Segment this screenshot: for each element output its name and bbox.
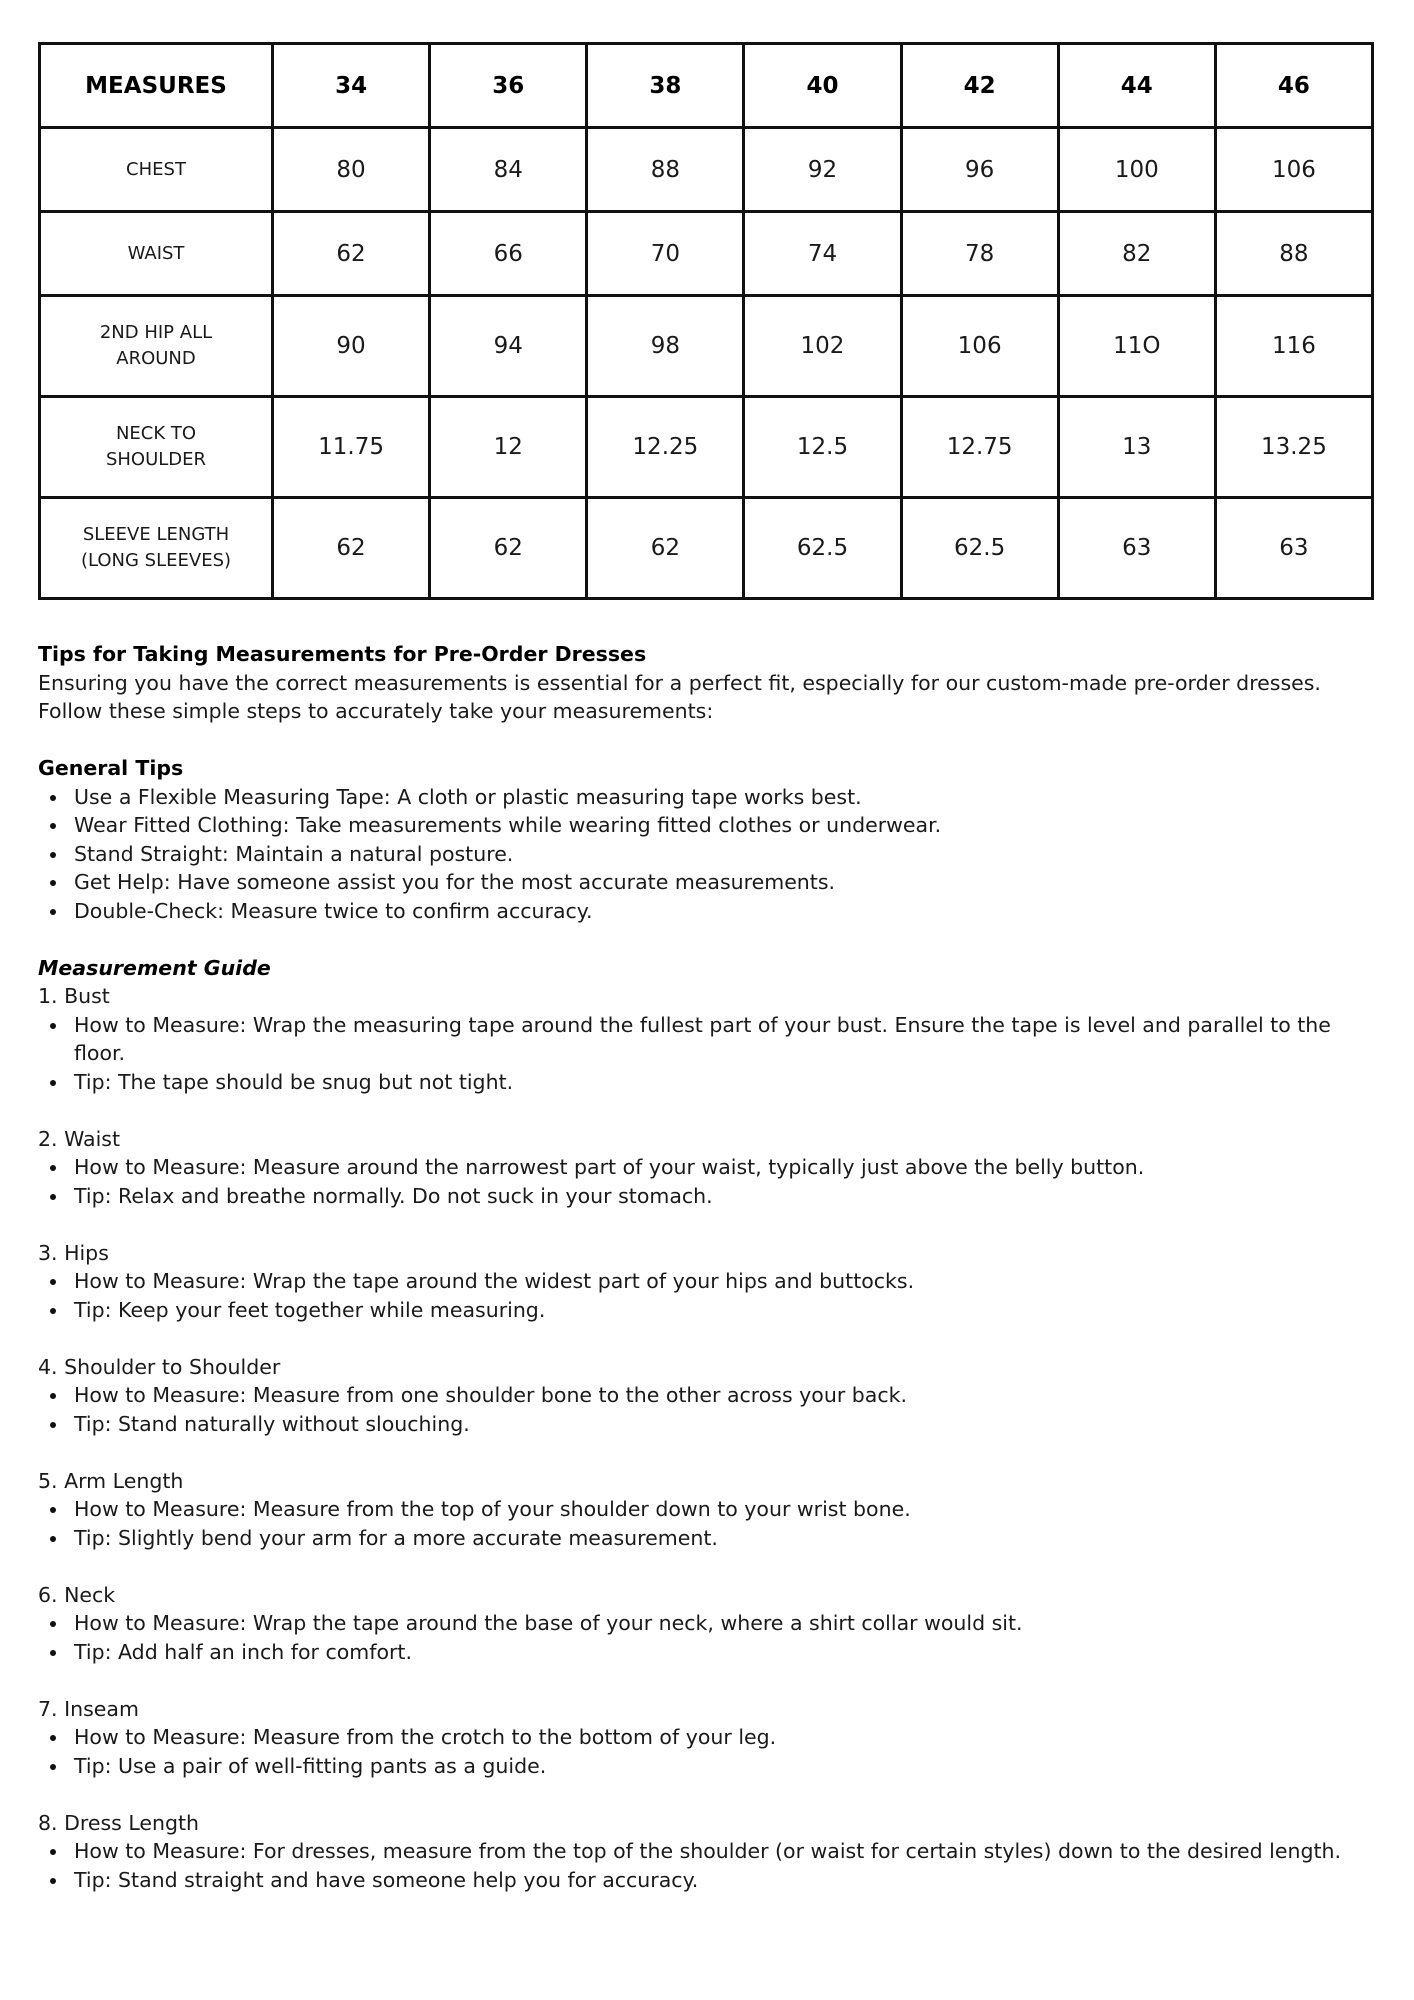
header-size: 36 [430,44,587,128]
list-item: Double-Check: Measure twice to confirm accuracy. [74,897,1378,926]
cell: 88 [587,128,744,212]
cell: 102 [744,296,901,397]
row-label-line: NECK TO [115,423,197,444]
cell: 80 [273,128,430,212]
bullet-icon [50,1878,56,1884]
bullet-icon [50,1764,56,1770]
list-item: How to Measure: Measure around the narrowest part of your waist, typically just above the belly button. [74,1153,1378,1182]
cell: 12 [430,397,587,498]
row-label: WAIST [40,212,273,296]
cell: 12.5 [744,397,901,498]
cell: 62 [587,498,744,599]
header-size: 38 [587,44,744,128]
cell: 98 [587,296,744,397]
bullet-icon [50,1023,56,1029]
bullet-icon [50,1393,56,1399]
list-item: Tip: Stand straight and have someone help you for accuracy. [74,1866,1378,1895]
bullet-icon [50,1650,56,1656]
bullet-icon [50,823,56,829]
cell: 62 [273,498,430,599]
cell: 90 [273,296,430,397]
list-item: How to Measure: For dresses, measure from the top of the shoulder (or waist for certain styles) down to the desired length. [74,1837,1378,1866]
bullet-icon [50,1165,56,1171]
tips-title: Tips for Taking Measurements for Pre-Order Dresses [38,642,647,666]
row-label-line: SLEEVE LENGTH [82,524,230,545]
row-label-line: SHOULDER [105,449,207,470]
list-item: How to Measure: Wrap the tape around the widest part of your hips and buttocks. [74,1267,1378,1296]
cell: 11O [1058,296,1215,397]
general-tips-list [38,783,1378,926]
cell: 88 [1215,212,1372,296]
cell: 84 [430,128,587,212]
size-chart [38,42,1374,600]
bullet-icon [50,1536,56,1542]
bullet-icon [50,880,56,886]
bullet-icon [50,852,56,858]
cell: 11.75 [273,397,430,498]
list-item: How to Measure: Measure from the crotch to the bottom of your leg. [74,1723,1378,1752]
cell: 100 [1058,128,1215,212]
guide-step-list [38,1267,1378,1324]
cell: 82 [1058,212,1215,296]
guide-step-list [38,1011,1378,1097]
guide-step-title: 5. Arm Length [38,1468,184,1493]
cell: 78 [901,212,1058,296]
bullet-icon [50,1308,56,1314]
cell: 74 [744,212,901,296]
cell: 116 [1215,296,1372,397]
tips-intro: Follow these simple steps to accurately take your measurements: [38,699,714,723]
list-item: How to Measure: Measure from one shoulder bone to the other across your back. [74,1381,1378,1410]
list-item: Stand Straight: Maintain a natural posture. [74,840,1378,869]
header-size: 34 [273,44,430,128]
general-tips-title: General Tips [38,756,184,780]
cell: 62.5 [744,498,901,599]
bullet-icon [50,1422,56,1428]
size-table [38,42,1374,600]
cell: 96 [901,128,1058,212]
list-item: Tip: Use a pair of well-fitting pants as a guide. [74,1752,1378,1781]
guide-step-list [38,1381,1378,1438]
guide-step-title: 7. Inseam [38,1696,139,1721]
guide-step-title: 1. Bust [38,984,110,1008]
list-item: How to Measure: Measure from the top of your shoulder down to your wrist bone. [74,1495,1378,1524]
list-item: Tip: The tape should be snug but not tight. [74,1068,1378,1097]
table-header-row [40,44,1373,128]
bullet-icon [50,1194,56,1200]
table-row [40,397,1373,498]
guide-step-list [38,1153,1378,1210]
guide-step-title: 2. Waist [38,1126,121,1151]
row-label [40,296,273,397]
bullet-icon [50,795,56,801]
cell: 63 [1058,498,1215,599]
bullet-icon [50,1080,56,1086]
guide-step-list [38,1837,1378,1894]
table-row [40,498,1373,599]
list-item: Tip: Stand naturally without slouching. [74,1410,1378,1439]
table-row [40,128,1373,212]
list-item: Tip: Keep your feet together while measuring. [74,1296,1378,1325]
row-label: CHEST [40,128,273,212]
cell: 12.25 [587,397,744,498]
cell: 62 [430,498,587,599]
cell: 106 [901,296,1058,397]
guide-step-list [38,1723,1378,1780]
tips-section [38,640,1378,1894]
list-item: Wear Fitted Clothing: Take measurements while wearing fitted clothes or underwear. [74,811,1378,840]
cell: 12.75 [901,397,1058,498]
header-measures: MEASURES [40,44,273,128]
guide-step-title: 8. Dress Length [38,1810,200,1835]
table-row [40,296,1373,397]
bullet-icon [50,1279,56,1285]
list-item: Use a Flexible Measuring Tape: A cloth or plastic measuring tape works best. [74,783,1378,812]
row-label [40,498,273,599]
guide-step-title: 6. Neck [38,1582,116,1607]
measurement-guide-title: Measurement Guide [38,955,271,980]
cell: 94 [430,296,587,397]
tips-intro: Ensuring you have the correct measurements is essential for a perfect fit, especially for our custom-made pre-order dresses. [38,670,1321,695]
header-size: 42 [901,44,1058,128]
bullet-icon [50,1735,56,1741]
row-label-line: (LONG SLEEVES) [80,550,232,571]
cell: 63 [1215,498,1372,599]
header-size: 40 [744,44,901,128]
cell: 106 [1215,128,1372,212]
cell: 62 [273,212,430,296]
bullet-icon [50,1507,56,1513]
row-label-line: 2ND HIP ALL [99,322,213,343]
row-label-line: AROUND [116,348,196,369]
guide-step-title: 4. Shoulder to Shoulder [38,1354,281,1379]
list-item: Get Help: Have someone assist you for the most accurate measurements. [74,868,1378,897]
bullet-icon [50,1849,56,1855]
bullet-icon [50,1621,56,1627]
cell: 92 [744,128,901,212]
guide-step-list [38,1609,1378,1666]
row-label [40,397,273,498]
header-size: 46 [1215,44,1372,128]
guide-step-list [38,1495,1378,1552]
list-item: Tip: Add half an inch for comfort. [74,1638,1378,1667]
cell: 70 [587,212,744,296]
header-size: 44 [1058,44,1215,128]
cell: 13.25 [1215,397,1372,498]
cell: 62.5 [901,498,1058,599]
cell: 66 [430,212,587,296]
bullet-icon [50,909,56,915]
list-item: How to Measure: Wrap the tape around the base of your neck, where a shirt collar would sit. [74,1609,1378,1638]
table-row [40,212,1373,296]
list-item: How to Measure: Wrap the measuring tape around the fullest part of your bust. Ensure the tape is level and parallel to the floor. [74,1011,1378,1068]
guide-step-title: 3. Hips [38,1240,109,1265]
list-item: Tip: Relax and breathe normally. Do not suck in your stomach. [74,1182,1378,1211]
cell: 13 [1058,397,1215,498]
list-item: Tip: Slightly bend your arm for a more accurate measurement. [74,1524,1378,1553]
